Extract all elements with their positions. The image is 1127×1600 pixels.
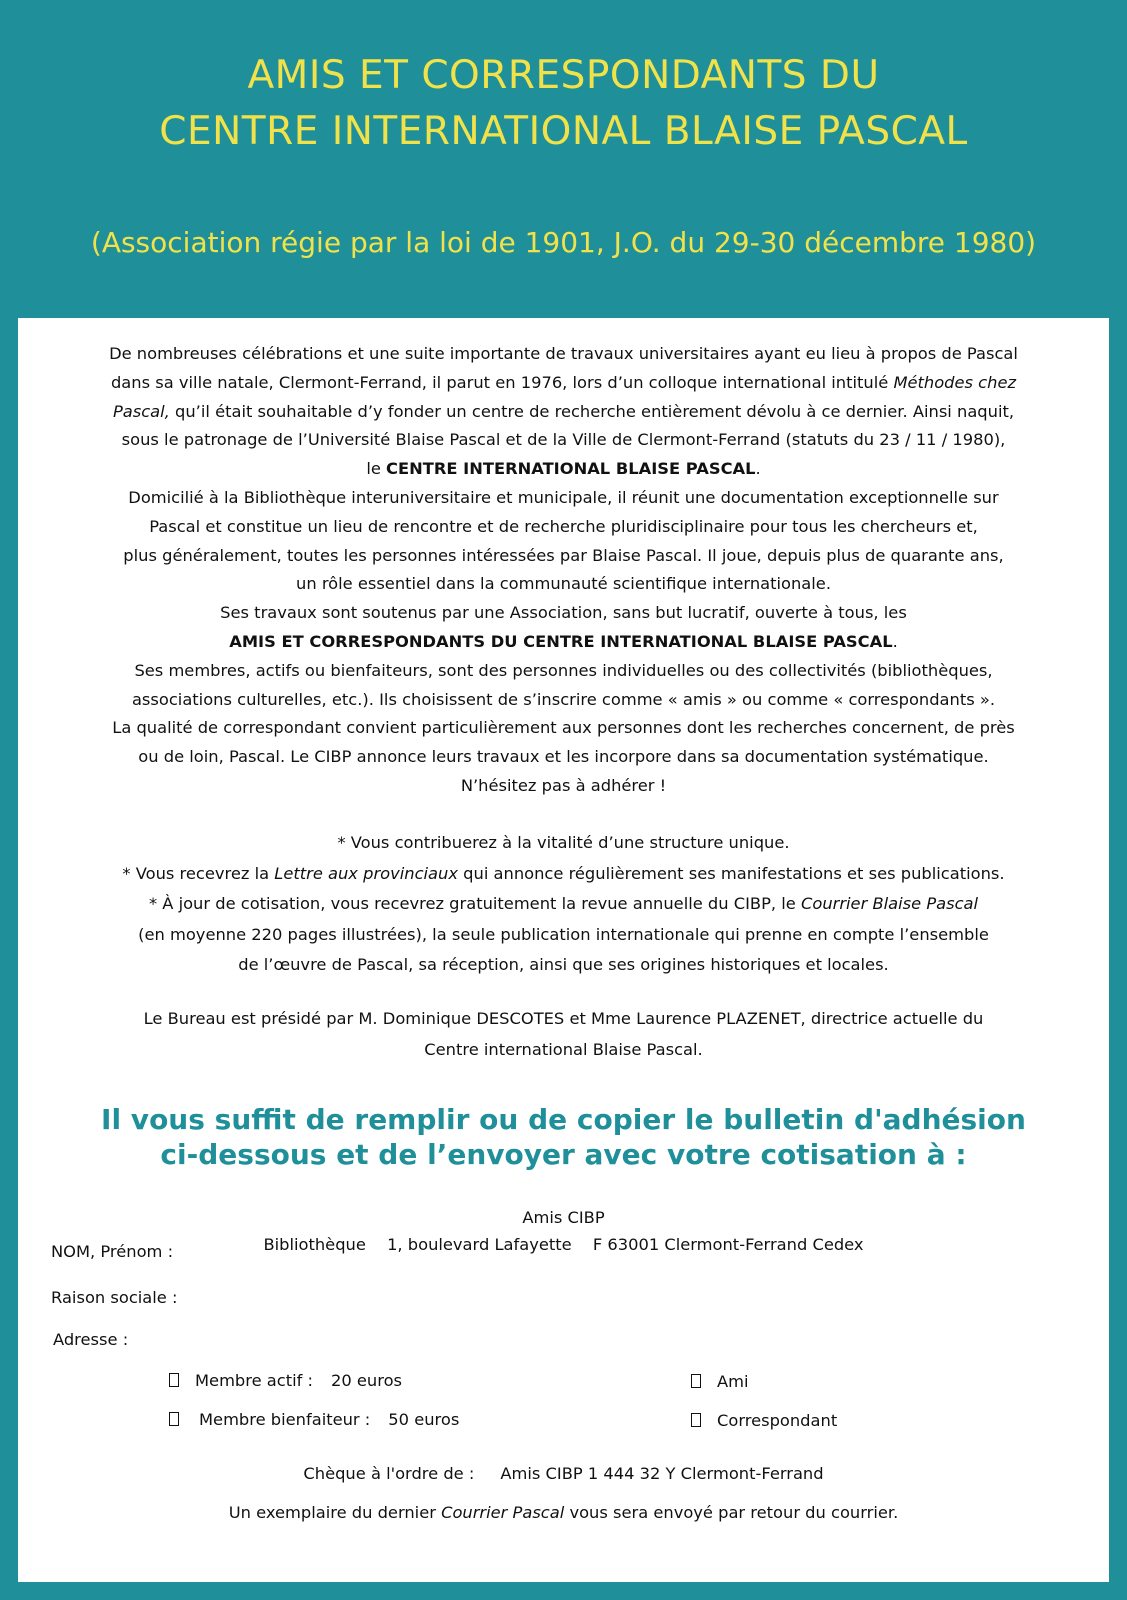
membre-bienfaiteur-label: Membre bienfaiteur : [199,1410,371,1429]
intro-text-span: . [755,459,761,479]
intro-line: Ses membres, actifs ou bienfaiteurs, sont des personnes individuelles ou des collectivités (bibliothèques, [134,660,993,680]
checkbox-icon[interactable] [691,1413,701,1427]
intro-text [18,340,1109,801]
ami-option[interactable] [691,1372,749,1391]
address-line [18,1231,1109,1258]
intro-line: un rôle essentiel dans la communauté scientifique internationale. [296,574,831,594]
adresse-field-label: Adresse : [53,1330,129,1349]
association-name-bold: AMIS ET CORRESPONDANTS DU CENTRE INTERNATIONAL BLAISE PASCAL [229,631,893,651]
benefit-italic: Lettre aux provinciaux [274,863,458,883]
benefit-text: * Vous recevrez la [122,863,275,883]
address-building: Bibliothèque [263,1235,366,1254]
correspondant-option[interactable] [691,1411,837,1430]
membre-bienfaiteur-price: 50 euros [388,1410,460,1429]
checkbox-icon[interactable] [691,1374,701,1388]
checkbox-icon[interactable] [169,1373,179,1387]
intro-italic: Pascal, [112,401,170,421]
benefit-text: * À jour de cotisation, vous recevrez gratuitement la revue annuelle du CIBP, le [148,894,801,913]
content-panel [18,318,1109,1582]
title-line-1: AMIS ET CORRESPONDANTS DU [247,53,880,98]
courrier-note [18,1503,1109,1522]
call-to-action [18,1102,1109,1172]
membre-bienfaiteur-option[interactable] [169,1410,459,1429]
cta-line: ci-dessous et de l’envoyer avec votre cotisation à : [160,1138,967,1171]
intro-line: Pascal et constitue un lieu de rencontre et de recherche pluridisciplinaire pour tous les chercheurs et, [149,516,978,536]
note-text: Un exemplaire du dernier [228,1503,442,1522]
address-name: Amis CIBP [522,1208,605,1227]
intro-line [18,369,1109,398]
header-band [0,0,1127,318]
centre-name-bold: CENTRE INTERNATIONAL BLAISE PASCAL [386,459,756,479]
intro-line: La qualité de correspondant convient particulièrement aux personnes dont les recherches concernent, de près [112,718,1015,738]
raison-sociale-field-label: Raison sociale : [51,1288,178,1307]
membre-actif-price: 20 euros [331,1371,403,1390]
intro-text-span: qu’il était souhaitable d’y fonder un centre de recherche entièrement dévolu à ce dernier. Ainsi naquit, [169,401,1015,421]
page-title [0,48,1127,160]
benefit-item: (en moyenne 220 pages illustrées), la seule publication internationale qui prenne en compte l’ensemble [138,924,989,944]
intro-line: sous le patronage de l’Université Blaise Pascal et de la Ville de Clermont-Ferrand (statuts du 23 / 11 / 1980), [121,430,1006,450]
address-city: F 63001 Clermont-Ferrand Cedex [592,1235,864,1254]
nom-field-label: NOM, Prénom : [51,1242,174,1261]
intro-line: Domicilié à la Bibliothèque interuniversitaire et municipale, il réunit une documentation exceptionnelle sur [128,487,999,507]
benefit-italic: Courrier Blaise Pascal [801,894,979,913]
note-text: vous sera envoyé par retour du courrier. [564,1503,899,1522]
intro-line: Ses travaux sont soutenus par une Association, sans but lucratif, ouverte à tous, les [220,603,907,623]
intro-line [18,455,1109,484]
intro-italic: Méthodes chez [893,372,1017,392]
benefits-list [18,828,1109,981]
benefit-item [18,889,1109,920]
benefit-text: qui annonce régulièrement ses manifestations et ses publications. [458,863,1005,883]
page-subtitle: (Association régie par la loi de 1901, J.O. du 29-30 décembre 1980) [90,226,1037,259]
cheque-label: Chèque à l'ordre de : [303,1464,475,1483]
membre-actif-label: Membre actif : [195,1371,314,1390]
cheque-line [18,1464,1109,1483]
intro-line [18,398,1109,427]
benefit-item: * Vous contribuerez à la vitalité d’une structure unique. [337,833,790,852]
intro-line: N’hésitez pas à adhérer ! [460,775,667,795]
ami-label: Ami [717,1372,749,1391]
note-italic: Courrier Pascal [441,1503,565,1522]
intro-line: associations culturelles, etc.). Ils choisissent de s’inscrire comme « amis » ou comme « correspondants ». [131,689,996,709]
intro-line: plus généralement, toutes les personnes intéressées par Blaise Pascal. Il joue, depuis plus de quarante ans, [123,545,1004,565]
intro-text-span: dans sa ville natale, Clermont-Ferrand, il parut en 1976, lors d’un colloque international intitulé [110,372,894,392]
cta-line: Il vous suffit de remplir ou de copier le bulletin d'adhésion [101,1103,1026,1136]
intro-line: ou de loin, Pascal. Le CIBP annonce leurs travaux et les incorpore dans sa documentation systématique. [138,747,989,767]
benefit-item: de l’œuvre de Pascal, sa réception, ainsi que ses origines historiques et locales. [238,955,889,974]
benefit-item [18,859,1109,890]
address-street: 1, boulevard Lafayette [387,1235,572,1254]
bureau-text [18,1004,1109,1065]
membre-actif-option[interactable] [169,1371,402,1390]
intro-text-span: . [892,631,898,651]
correspondant-label: Correspondant [717,1411,838,1430]
mailing-address [18,1204,1109,1258]
cheque-payee: Amis CIBP 1 444 32 Y Clermont-Ferrand [500,1464,824,1483]
bureau-line: Le Bureau est présidé par M. Dominique DESCOTES et Mme Laurence PLAZENET, directrice actuelle du [143,1009,984,1028]
intro-text-span: le [366,459,387,479]
intro-line: De nombreuses célébrations et une suite importante de travaux universitaires ayant eu lieu à propos de Pascal [109,344,1018,363]
title-line-2: CENTRE INTERNATIONAL BLAISE PASCAL [159,109,968,154]
bureau-line: Centre international Blaise Pascal. [424,1039,703,1059]
checkbox-icon[interactable] [169,1412,179,1426]
intro-line [18,628,1109,657]
